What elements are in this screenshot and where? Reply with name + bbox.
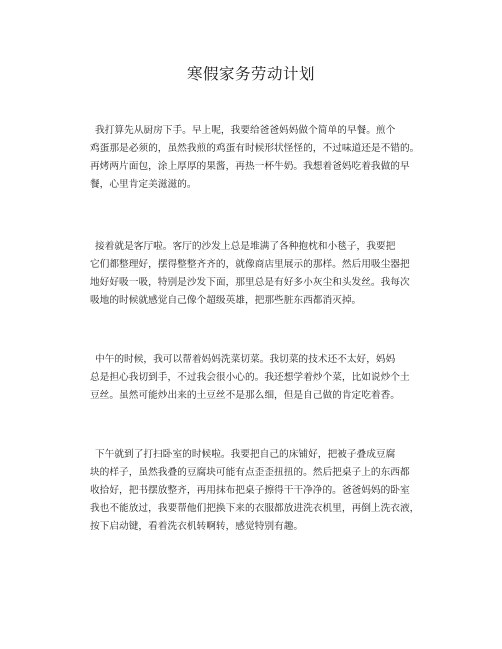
paragraph-line: 餐，心里肯定美滋滋的。	[90, 179, 197, 190]
paragraph-line: 豆丝。虽然可能炒出来的土豆丝不是那么细，但是自己做的肯定吃着香。	[90, 390, 400, 401]
paragraph-line: 接着就是客厅啦。客厅的沙发上总是堆满了各种抱枕和小毯子，我要把	[95, 241, 396, 252]
paragraph-line: 我打算先从厨房下手。早上呢，我要给爸爸妈妈做个简单的早餐。煎个	[95, 125, 396, 136]
paragraph-line: 按下启动键，看着洗衣机转啊转，感觉特别有趣。	[90, 521, 304, 532]
paragraph-line: 地好好吸一吸，特别是沙发下面，那里总是有好多小灰尘和头发丝。我每次	[90, 277, 410, 288]
paragraph-living-room	[90, 238, 436, 310]
paragraph-kitchen	[90, 122, 436, 194]
paragraph-line: 中午的时候，我可以帮着妈妈洗菜切菜。我切菜的技术还不太好，妈妈	[95, 354, 396, 365]
paragraph-line: 总是担心我切到手，不过我会很小心的。我还想学着炒个菜，比如说炒个土	[90, 372, 410, 383]
paragraph-line: 块的样子，虽然我叠的豆腐块可能有点歪歪扭扭的。然后把桌子上的东西都	[90, 467, 410, 478]
paragraph-line: 收拾好，把书摆放整齐，再用抹布把桌子擦得干干净净的。爸爸妈妈的卧室	[90, 485, 410, 496]
paragraph-bedroom	[90, 446, 436, 536]
paragraph-line: 鸡蛋那是必须的，虽然我煎的鸡蛋有时候形状怪怪的，不过味道还是不错的。	[90, 143, 420, 154]
document-title: 寒假家务劳动计划	[186, 65, 315, 83]
paragraph-noon-cooking	[90, 351, 436, 405]
paragraph-line: 下午就到了打扫卧室的时候啦。我要把自己的床铺好，把被子叠成豆腐	[95, 449, 396, 460]
paragraph-line: 再烤两片面包，涂上厚厚的果酱，再热一杯牛奶。我想着爸妈吃着我做的早	[90, 161, 410, 172]
paragraph-line: 它们都整理好，摆得整整齐齐的，就像商店里展示的那样。然后用吸尘器把	[90, 259, 410, 270]
paragraph-line: 我也不能放过，我要帮他们把换下来的衣服都放进洗衣机里，再倒上洗衣液，	[90, 503, 420, 514]
paragraph-line: 吸地的时候就感觉自己像个超级英雄，把那些脏东西都消灭掉。	[90, 295, 362, 306]
